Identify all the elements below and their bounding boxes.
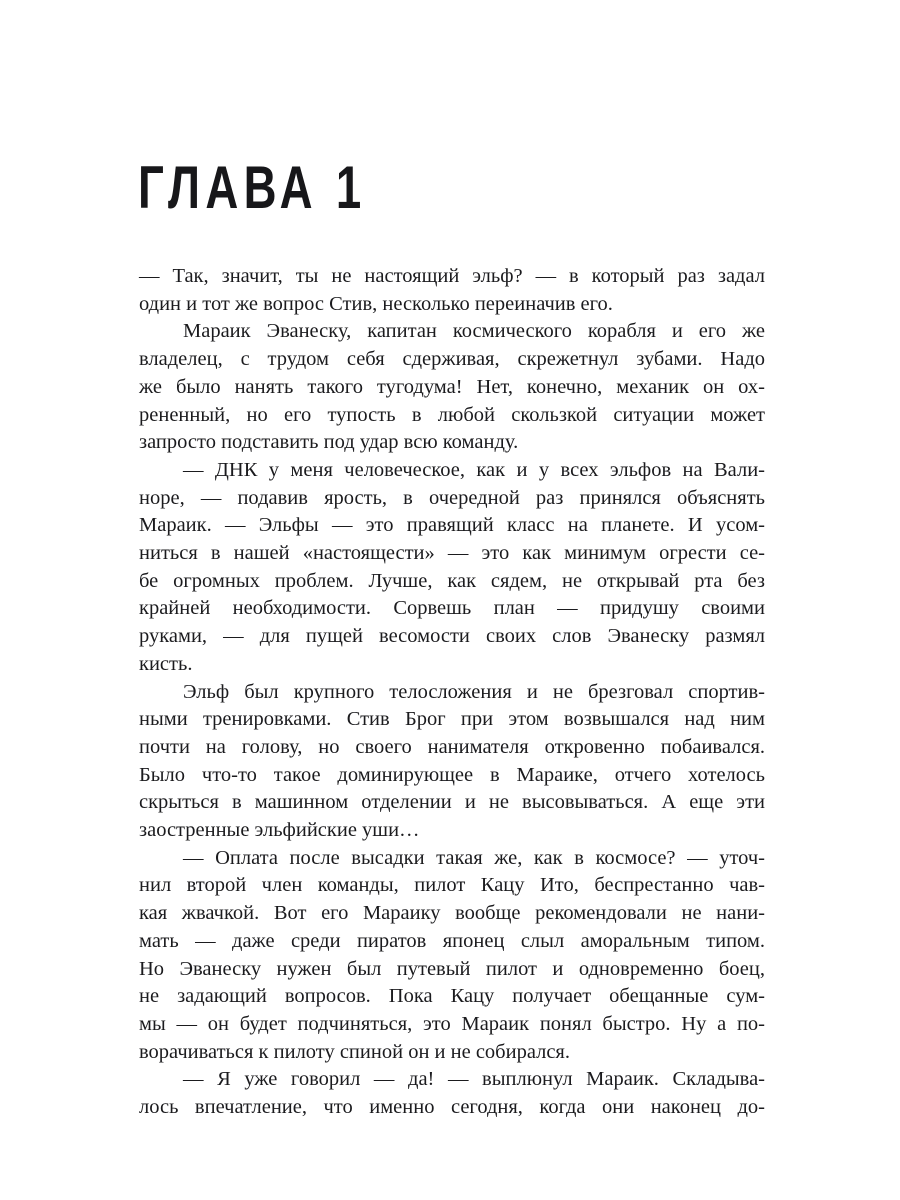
text-line: Но Эванеску нужен был путевый пилот и одновременно боец, bbox=[139, 957, 765, 980]
text-line: Было что-то такое доминирующее в Мараике, отчего хотелось bbox=[139, 763, 765, 786]
body-text bbox=[139, 263, 765, 1122]
text-line: бе огромных проблем. Лучше, как сядем, не открывай рта без bbox=[139, 569, 765, 592]
text-line: нил второй член команды, пилот Кацу Ито, беспрестанно чав- bbox=[139, 874, 765, 897]
text-line: же было нанять такого тугодума! Нет, конечно, механик он ох- bbox=[139, 375, 765, 398]
text-line: почти на голову, но своего нанимателя откровенно побаивался. bbox=[139, 735, 765, 758]
text-line: — Я уже говорил — да! — выплюнул Мараик. Складыва- bbox=[183, 1068, 765, 1091]
text-line: руками, — для пущей весомости своих слов Эванеску размял bbox=[139, 625, 765, 648]
text-line: — Так, значит, ты не настоящий эльф? — в который раз задал bbox=[139, 265, 765, 287]
text-line: Мараик. — Эльфы — это правящий класс на планете. И усом- bbox=[139, 514, 765, 537]
text-line: один и тот же вопрос Стив, несколько переиначив его. bbox=[139, 292, 613, 315]
text-line: владелец, с трудом себя сдерживая, скрежетнул зубами. Надо bbox=[139, 348, 765, 371]
text-line: мы — он будет подчиняться, это Мараик понял быстро. Ну а по- bbox=[139, 1012, 765, 1035]
text-line: Мараик Эванеску, капитан космического корабля и его же bbox=[183, 320, 765, 343]
text-line: ными тренировками. Стив Брог при этом возвышался над ним bbox=[139, 708, 765, 731]
text-line: норе, — подавив ярость, в очередной раз принялся объяснять bbox=[139, 486, 765, 509]
text-line: крайней необходимости. Сорвешь план — придушу своими bbox=[139, 597, 765, 620]
text-line: Эльф был крупного телосложения и не брезговал спортив- bbox=[183, 680, 765, 703]
text-line: кая жвачкой. Вот его Мараику вообще рекомендовали не нани- bbox=[139, 902, 765, 925]
text-line: рененный, но его тупость в любой скользкой ситуации может bbox=[139, 403, 765, 426]
text-line: заостренные эльфийские уши… bbox=[139, 819, 420, 842]
text-line: лось впечатление, что именно сегодня, когда они наконец до- bbox=[139, 1096, 765, 1119]
text-line: — Оплата после высадки такая же, как в космосе? — уточ- bbox=[183, 846, 765, 869]
text-line: кисть. bbox=[139, 652, 193, 675]
text-line: мать — даже среди пиратов японец слыл аморальным типом. bbox=[139, 929, 765, 952]
text-line: запросто подставить под удар всю команду. bbox=[139, 431, 519, 454]
text-line: — ДНК у меня человеческое, как и у всех эльфов на Вали- bbox=[183, 458, 765, 481]
chapter-title: ГЛАВА 1 bbox=[138, 154, 367, 221]
text-line: скрыться в машинном отделении и не высовываться. А еще эти bbox=[139, 791, 765, 814]
text-line: ворачиваться к пилоту спиной он и не собирался. bbox=[139, 1040, 570, 1063]
text-line: не задающий вопросов. Пока Кацу получает обещанные сум- bbox=[139, 985, 765, 1008]
text-line: ниться в нашей «настоящести» — это как минимум огрести се- bbox=[139, 542, 765, 565]
